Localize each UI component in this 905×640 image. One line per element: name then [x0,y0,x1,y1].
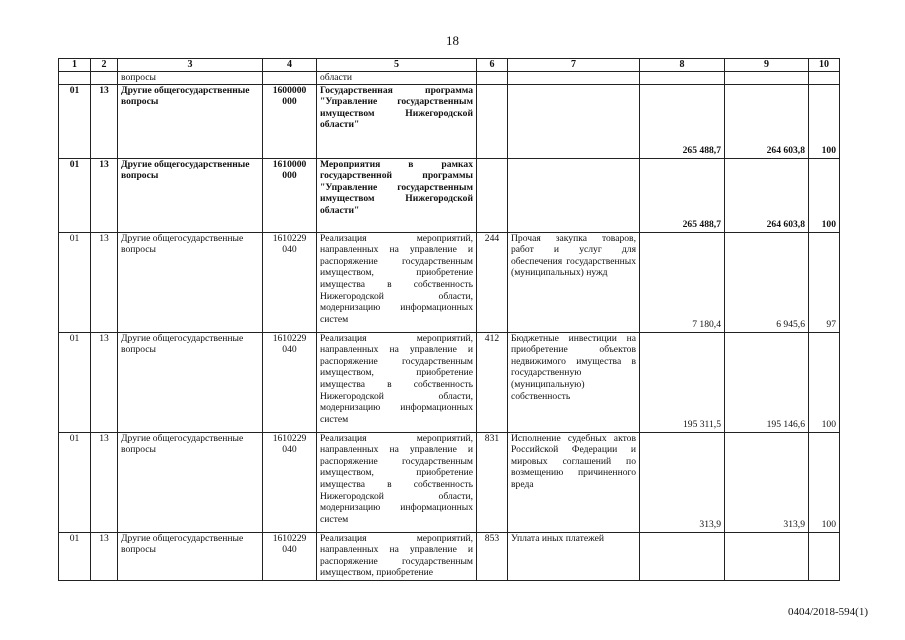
section-cell: 01 [59,432,91,532]
percent-cell: 100 [809,332,840,432]
column-header: 5 [317,59,477,72]
article-name-cell: Мероприятия в рамках государственной программы "Управление государственным имуществом Нижегородской области" [317,158,477,232]
page-number: 18 [446,33,459,48]
section-name-cell: Другие общегосударственные вопросы [118,232,263,332]
section-name-cell: Другие общегосударственные вопросы [118,532,263,580]
plan-amount-cell: 195 311,5 [640,332,725,432]
percent-cell [809,532,840,580]
target-article-cell: 1610229 040 [263,232,317,332]
target-article-cell: 1610229 040 [263,332,317,432]
expense-name-cell [508,84,640,158]
subsection-cell: 13 [91,332,118,432]
percent-cell: 100 [809,158,840,232]
target-article-cell: 1600000 000 [263,84,317,158]
percent-cell: 97 [809,232,840,332]
table-row [59,432,840,532]
section-cell: 01 [59,84,91,158]
expense-type-cell: 853 [477,532,508,580]
subsection-cell: 13 [91,432,118,532]
column-header: 1 [59,59,91,72]
article-name-cell: Реализация мероприятий, направленных на управление и распоряжение государственным имуществом, приобретение имущества в собственность Нижегородской области, модернизацию информационных систем [317,232,477,332]
article-name-cell: Реализация мероприятий, направленных на управление и распоряжение государственным имуществом, приобретение имущества в собственность Нижегородской области, модернизацию информационных систем [317,332,477,432]
expense-type-cell: 244 [477,232,508,332]
actual-amount-cell [725,532,809,580]
target-article-cell: 1610229 040 [263,532,317,580]
table-row [59,532,840,580]
section-cell: 01 [59,532,91,580]
column-header: 9 [725,59,809,72]
article-name-cell: Реализация мероприятий, направленных на управление и распоряжение государственным имуществом, приобретение [317,532,477,580]
actual-amount-cell: 264 603,8 [725,84,809,158]
target-article-cell: 1610000 000 [263,158,317,232]
actual-amount-cell: 195 146,6 [725,332,809,432]
expense-name-cell: Исполнение судебных актов Российской Федерации и мировых соглашений по возмещению причиненного вреда [508,432,640,532]
subsection-cell [91,72,118,85]
plan-amount-cell: 313,9 [640,432,725,532]
expense-type-cell [477,158,508,232]
column-header: 4 [263,59,317,72]
budget-table [58,58,840,581]
expense-type-cell [477,84,508,158]
subsection-cell: 13 [91,84,118,158]
plan-amount-cell [640,72,725,85]
column-header: 10 [809,59,840,72]
actual-amount-cell: 313,9 [725,432,809,532]
expense-name-cell [508,72,640,85]
column-header: 2 [91,59,118,72]
expense-name-cell: Бюджетные инвестиции на приобретение объектов недвижимого имущества в государственную (муниципальную) собственность [508,332,640,432]
plan-amount-cell: 265 488,7 [640,158,725,232]
section-name-cell: Другие общегосударственные вопросы [118,84,263,158]
expense-name-cell [508,158,640,232]
article-name-cell: области [317,72,477,85]
section-cell: 01 [59,232,91,332]
expense-type-cell: 831 [477,432,508,532]
subsection-cell: 13 [91,532,118,580]
article-name-cell: Реализация мероприятий, направленных на управление и распоряжение государственным имуществом, приобретение имущества в собственность Нижегородской области, модернизацию информационных систем [317,432,477,532]
expense-name-cell: Прочая закупка товаров, работ и услуг для обеспечения государственных (муниципальных) нужд [508,232,640,332]
section-cell [59,72,91,85]
table-row [59,158,840,232]
section-name-cell: вопросы [118,72,263,85]
subsection-cell: 13 [91,158,118,232]
plan-amount-cell: 265 488,7 [640,84,725,158]
section-cell: 01 [59,332,91,432]
expense-type-cell [477,72,508,85]
target-article-cell [263,72,317,85]
column-header: 8 [640,59,725,72]
column-header: 3 [118,59,263,72]
section-name-cell: Другие общегосударственные вопросы [118,332,263,432]
article-name-cell: Государственная программа "Управление государственным имуществом Нижегородской области" [317,84,477,158]
percent-cell: 100 [809,432,840,532]
table-row [59,72,840,85]
expense-name-cell: Уплата иных платежей [508,532,640,580]
section-name-cell: Другие общегосударственные вопросы [118,158,263,232]
section-name-cell: Другие общегосударственные вопросы [118,432,263,532]
table-header-row [59,59,840,72]
actual-amount-cell [725,72,809,85]
target-article-cell: 1610229 040 [263,432,317,532]
plan-amount-cell [640,532,725,580]
table-row [59,232,840,332]
table-row [59,332,840,432]
section-cell: 01 [59,158,91,232]
column-header: 7 [508,59,640,72]
document-code: 0404/2018-594(1) [787,606,868,618]
actual-amount-cell: 264 603,8 [725,158,809,232]
column-header: 6 [477,59,508,72]
percent-cell [809,72,840,85]
expense-type-cell: 412 [477,332,508,432]
table-row [59,84,840,158]
percent-cell: 100 [809,84,840,158]
actual-amount-cell: 6 945,6 [725,232,809,332]
subsection-cell: 13 [91,232,118,332]
plan-amount-cell: 7 180,4 [640,232,725,332]
